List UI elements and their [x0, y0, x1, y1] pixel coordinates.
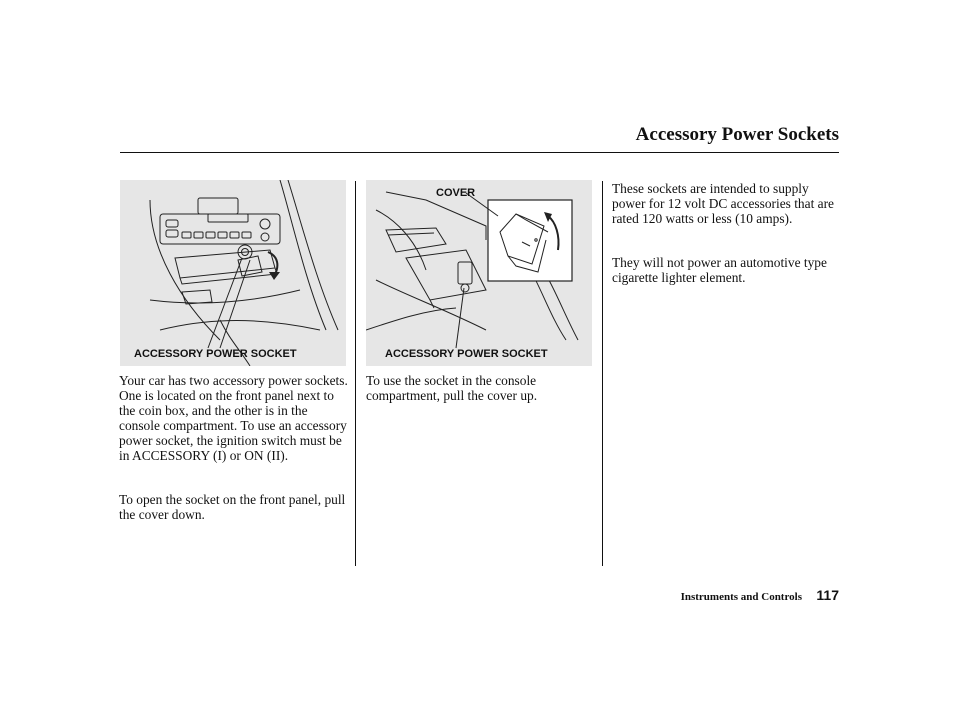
footer-section-title: Instruments and Controls	[680, 591, 802, 603]
console-illustration	[366, 180, 592, 366]
page-title: Accessory Power Sockets	[635, 124, 839, 145]
front-panel-figure	[120, 180, 346, 366]
title-rule	[120, 152, 839, 153]
right-paragraph-1: These sockets are intended to supply power for 12 volt DC accessories that are rated 120 watts or less (10 amps).	[612, 181, 834, 226]
console-figure	[366, 180, 592, 366]
front-panel-illustration	[120, 180, 346, 366]
middle-paragraph-1: To use the socket in the console compartment, pull the cover up.	[366, 373, 538, 403]
cover-label: COVER	[436, 187, 476, 199]
right-paragraph-2: They will not power an automotive type cigarette lighter element.	[612, 255, 827, 285]
column-divider-right	[602, 181, 603, 566]
page-number: 117	[816, 587, 839, 603]
console-socket-label: ACCESSORY POWER SOCKET	[385, 348, 548, 360]
left-paragraph-1: Your car has two accessory power sockets. One is located on the front panel next to the coin box, and the other is in the console compartment. To use an accessory power socket, the ignition switch must be in ACCESSORY (I) or ON (II).	[119, 373, 348, 463]
left-paragraph-2: To open the socket on the front panel, pull the cover down.	[119, 492, 346, 522]
front-socket-label: ACCESSORY POWER SOCKET	[134, 348, 297, 360]
column-divider-left	[355, 181, 356, 566]
